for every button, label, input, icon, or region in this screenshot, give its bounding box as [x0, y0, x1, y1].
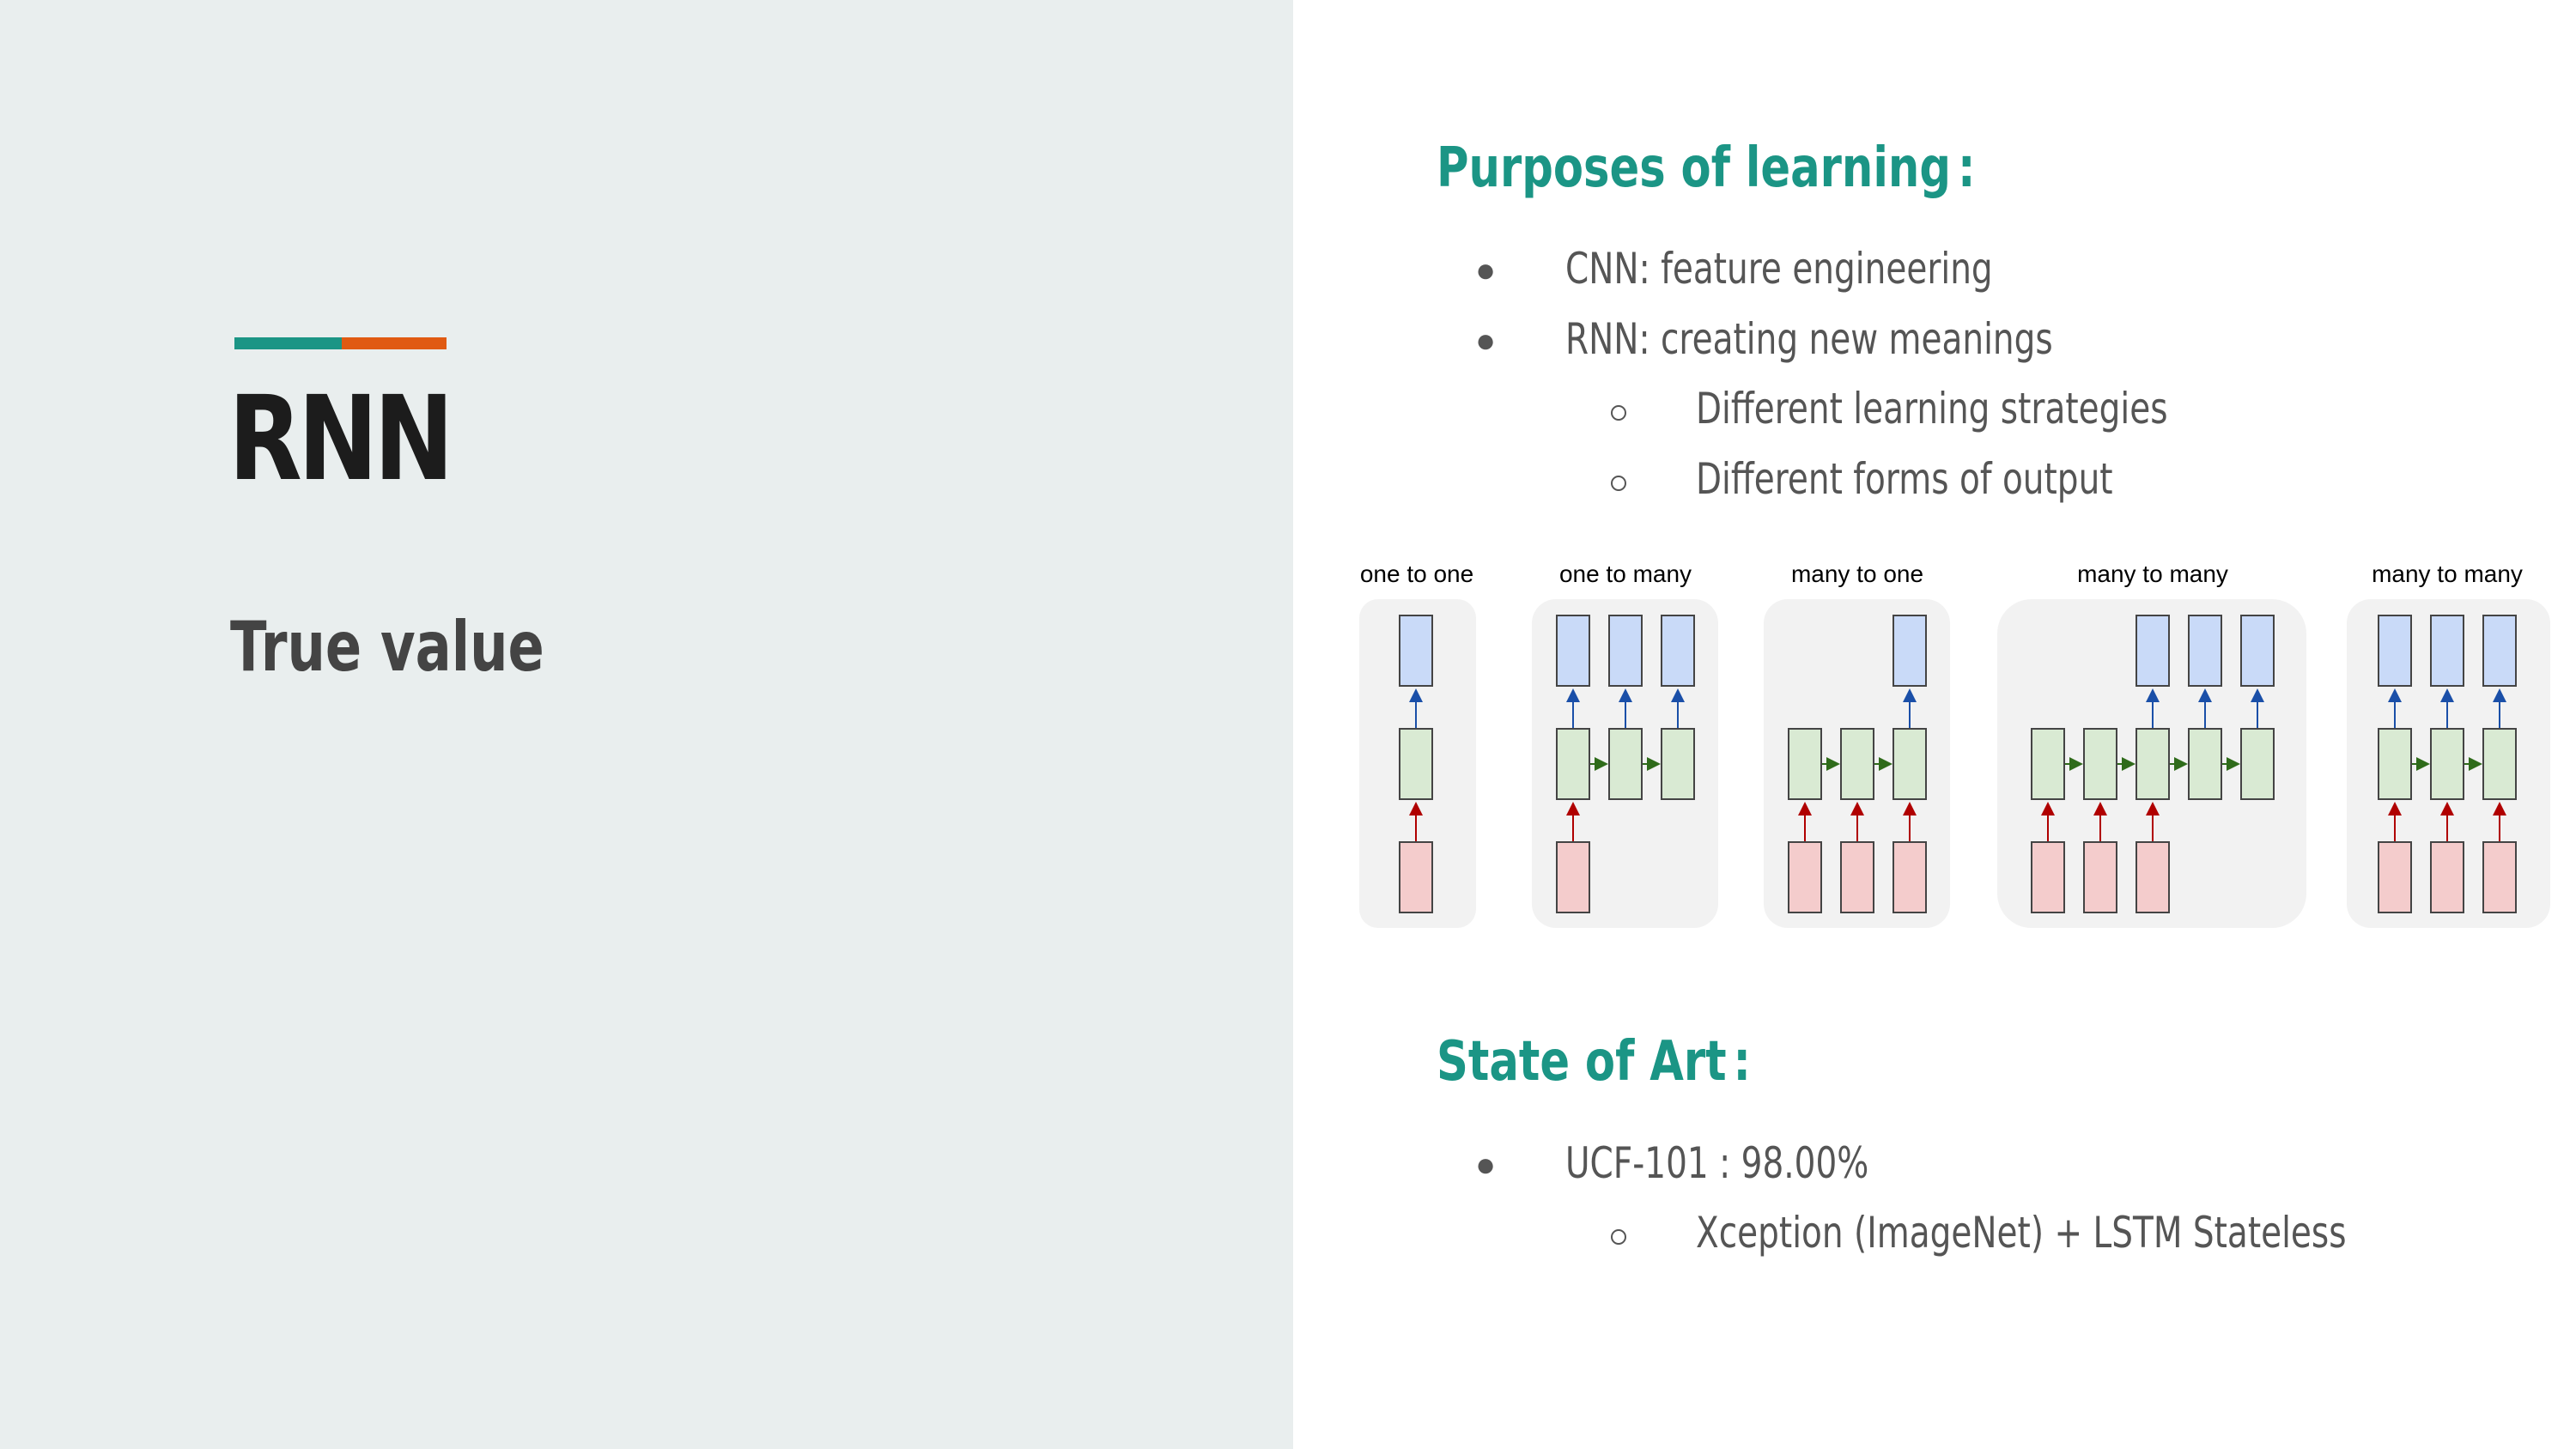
bullet-dot: ● [1475, 1146, 1497, 1184]
state-of-art-heading-text: State of Art [1437, 1030, 1727, 1094]
purpose-subitem-strategies: Different learning strategies [1696, 384, 2168, 433]
purposes-heading-colon: : [1958, 136, 1976, 200]
accent-bar-orange [342, 337, 447, 349]
state-of-art-heading [1437, 1030, 1752, 1094]
label-many-to-many-2: many to many [2372, 561, 2523, 587]
label-one-to-one: one to one [1359, 561, 1474, 587]
purpose-subitem-output: Different forms of output [1696, 454, 2113, 504]
one-to-one-cells [1400, 615, 1432, 912]
slide-subtitle: True value [230, 607, 544, 687]
slide-title: RNN [228, 372, 450, 507]
bullet-dot: ● [1475, 322, 1497, 360]
accent-bar-teal [234, 337, 342, 349]
purpose-item-rnn: RNN: creating new meanings [1565, 314, 2053, 364]
state-of-art-heading-colon: : [1733, 1030, 1752, 1094]
bullet-ring [1611, 1229, 1626, 1245]
bullet-ring [1611, 476, 1626, 491]
state-of-art-subitem: Xception (ImageNet) + LSTM Stateless [1696, 1208, 2347, 1258]
purpose-item-cnn: CNN: feature engineering [1565, 244, 1993, 294]
label-many-to-many-1: many to many [2077, 561, 2228, 587]
bullet-dot: ● [1475, 252, 1497, 289]
many-to-many-synced-cells [2379, 615, 2516, 912]
state-of-art-item: UCF-101 : 98.00% [1565, 1138, 1869, 1188]
label-many-to-one: many to one [1790, 561, 1924, 587]
purposes-heading-text: Purposes of learning [1437, 136, 1951, 200]
label-one-to-many: one to many [1558, 561, 1692, 587]
rnn-architectures-diagram [1340, 549, 2559, 944]
bullet-ring [1611, 405, 1626, 421]
purposes-heading [1437, 136, 1976, 200]
